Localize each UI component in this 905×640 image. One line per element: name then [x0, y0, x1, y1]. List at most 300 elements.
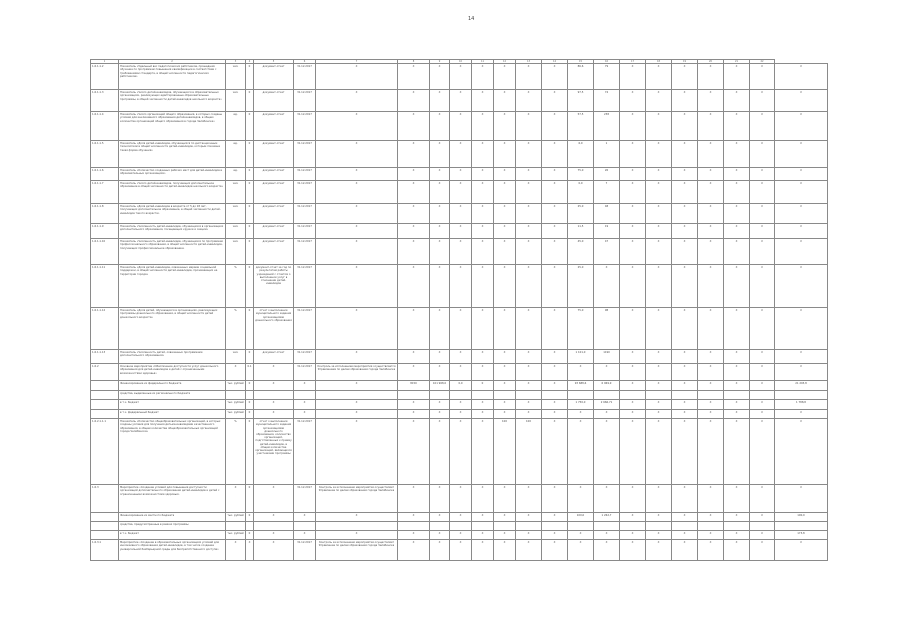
column-number: 12	[494, 60, 516, 64]
row-unit: ед.	[226, 168, 246, 181]
row-cell: 97,5	[568, 90, 594, 112]
row-cell: X	[620, 181, 646, 204]
row-cell: X	[775, 90, 828, 112]
row-cell: X	[398, 350, 430, 364]
row-cell: X	[724, 400, 750, 410]
row-cell: X	[316, 410, 398, 419]
row-cell: 100	[494, 419, 516, 485]
row-description: Показатель «Доля детей, обучающихся в организациях, реализующих программы дошкольного образования, в общей численности детей дошкольного возраста»	[119, 308, 226, 350]
row-cell: X	[398, 410, 430, 419]
row-unit: чел.	[226, 181, 246, 204]
row-cell: X	[568, 485, 594, 513]
row-cell	[775, 391, 828, 400]
row-description: Мероприятие «Создание в образовательных организациях условий для инклюзивного образования детей-инвалидов, в том числе создание универсальной безбарьерной среды для беспрепятственного доступа»	[119, 540, 226, 561]
row-basis	[254, 522, 294, 531]
row-cell: X	[316, 400, 398, 410]
row-cell	[542, 391, 568, 400]
row-cell	[775, 522, 828, 531]
row-cell: X	[542, 410, 568, 419]
row-cell: X	[750, 485, 775, 513]
row-cell: X	[398, 204, 430, 224]
row-cell: X	[516, 350, 542, 364]
row-cell: X	[398, 265, 430, 308]
row-cell: X	[542, 381, 568, 391]
row-cell: 0,0	[450, 381, 472, 391]
row-cell: X	[646, 308, 672, 350]
table-row	[91, 224, 828, 239]
row-code	[91, 513, 119, 522]
row-cell: X	[775, 308, 828, 350]
row-date: 31.12.2017	[294, 364, 316, 381]
row-cell	[724, 522, 750, 531]
row-cell: X	[594, 265, 620, 308]
table-row	[91, 522, 828, 531]
row-cell: X	[542, 168, 568, 181]
row-code: 1.6.1.1.9	[91, 224, 119, 239]
row-cell: X	[430, 531, 450, 540]
column-number: 10	[450, 60, 472, 64]
row-code: 1.6.1.1.12	[91, 308, 119, 350]
row-cell: X	[542, 364, 568, 381]
row-cell: X	[568, 364, 594, 381]
row-cell: X	[316, 419, 398, 485]
row-cell: X	[646, 350, 672, 364]
row-cell: X	[646, 224, 672, 239]
row-cell: X	[698, 224, 724, 239]
row-basis: отчет о выполнении муниципального задания организациями дошкольного образования	[254, 308, 294, 350]
row-cell: 1	[594, 141, 620, 168]
row-value-col4: 0	[246, 531, 254, 540]
row-cell: X	[775, 419, 828, 485]
row-basis: X	[254, 513, 294, 522]
table-row	[91, 485, 828, 513]
row-cell: X	[450, 141, 472, 168]
row-cell: X	[516, 141, 542, 168]
row-basis: документ-отчет	[254, 90, 294, 112]
row-date: 31.12.2017	[294, 419, 316, 485]
row-value-col4: 0	[246, 90, 254, 112]
row-unit: X	[226, 364, 246, 381]
row-cell: 48	[594, 204, 620, 224]
row-cell: X	[542, 485, 568, 513]
row-cell: X	[472, 265, 494, 308]
row-cell: X	[750, 419, 775, 485]
row-cell: X	[724, 513, 750, 522]
row-cell	[698, 522, 724, 531]
row-cell: X	[646, 419, 672, 485]
row-unit: ед.	[226, 141, 246, 168]
row-description: Показатель «Доля детей-инвалидов, обучающихся по дистанционным технологиям в общей численности детей-инвалидов, которым показана такая форма обучения»	[119, 141, 226, 168]
row-cell	[750, 522, 775, 531]
row-cell: 47	[594, 239, 620, 265]
row-cell: X	[620, 224, 646, 239]
row-code: 1.6.1.1.8	[91, 204, 119, 224]
row-cell	[472, 522, 494, 531]
row-description: Показатель «Численность детей-инвалидов, обучающихся по программам профессионального образования, в общей численности детей-инвалидов, получающих профессиональное образование»	[119, 239, 226, 265]
row-cell: X	[542, 308, 568, 350]
row-cell: X	[430, 265, 450, 308]
row-cell: X	[430, 485, 450, 513]
row-basis: X	[254, 485, 294, 513]
table-row	[91, 112, 828, 141]
row-cell	[750, 391, 775, 400]
row-cell: X	[472, 204, 494, 224]
row-code: 1.6.3.1	[91, 540, 119, 561]
row-cell: X	[430, 540, 450, 561]
row-cell: X	[620, 513, 646, 522]
row-cell: X	[472, 350, 494, 364]
column-number: 13	[516, 60, 542, 64]
row-date: 31.12.2017	[294, 239, 316, 265]
row-cell: X	[542, 540, 568, 561]
row-cell: X	[542, 419, 568, 485]
row-cell: X	[516, 410, 542, 419]
row-cell: X	[750, 168, 775, 181]
column-number: 16	[594, 60, 620, 64]
row-cell: 1190	[594, 350, 620, 364]
row-cell: 1 262,7	[594, 513, 620, 522]
row-cell: X	[316, 308, 398, 350]
row-cell: Контроль за исполнением мероприятия осуществляется Управлением по делам образования города Челябинска	[316, 364, 398, 381]
row-cell: 79	[594, 64, 620, 90]
row-cell	[494, 391, 516, 400]
row-cell: X	[672, 224, 698, 239]
row-cell: X	[316, 531, 398, 540]
row-cell: X	[750, 540, 775, 561]
row-code: 1.6.1.1.7	[91, 181, 119, 204]
row-cell	[430, 522, 450, 531]
row-basis: документ-отчет	[254, 350, 294, 364]
row-cell	[724, 391, 750, 400]
row-cell: X	[724, 350, 750, 364]
row-unit: чел.	[226, 350, 246, 364]
row-cell: X	[750, 400, 775, 410]
row-cell: X	[672, 400, 698, 410]
column-number: 5	[254, 60, 294, 64]
row-cell: X	[494, 239, 516, 265]
row-cell: X	[750, 350, 775, 364]
row-cell: X	[516, 531, 542, 540]
column-number: 1	[91, 60, 119, 64]
column-number: 22	[750, 60, 775, 64]
row-cell: X	[450, 350, 472, 364]
row-code: 1.6.2.1.1.1	[91, 419, 119, 485]
row-cell: X	[516, 224, 542, 239]
row-cell: X	[698, 64, 724, 90]
row-cell: X	[542, 239, 568, 265]
row-cell: 98	[594, 308, 620, 350]
row-unit: тыс. рублей	[226, 381, 246, 391]
row-cell: X	[646, 540, 672, 561]
row-cell: X	[542, 112, 568, 141]
row-cell	[698, 391, 724, 400]
row-unit	[226, 522, 246, 531]
column-number: 19	[672, 60, 698, 64]
row-description: средства, предусмотренные в рамках программы	[119, 522, 226, 531]
row-cell: X	[620, 265, 646, 308]
row-unit: тыс. рублей	[226, 400, 246, 410]
row-cell: 45,0	[568, 239, 594, 265]
row-cell: X	[646, 239, 672, 265]
column-number: 14	[542, 60, 568, 64]
table-row	[91, 513, 828, 522]
row-cell: X	[516, 364, 542, 381]
row-code: 1.6.1.1.11	[91, 265, 119, 308]
row-cell: X	[698, 531, 724, 540]
row-date: 31.12.2017	[294, 308, 316, 350]
row-cell: X	[316, 224, 398, 239]
row-cell	[568, 522, 594, 531]
row-cell: X	[472, 531, 494, 540]
row-cell: X	[750, 308, 775, 350]
row-cell: X	[398, 64, 430, 90]
row-cell	[316, 391, 398, 400]
row-cell: X	[698, 400, 724, 410]
row-description: Показатель «Доля детей-инвалидов в возрасте от 5 до 18 лет, получающих дополнительное образование, в общей численности детей-инвалидов такого возраста»	[119, 204, 226, 224]
row-cell: X	[398, 400, 430, 410]
row-cell: X	[672, 308, 698, 350]
row-unit: %	[226, 265, 246, 308]
row-cell: X	[450, 308, 472, 350]
table-row	[91, 141, 828, 168]
row-date: 31.12.2017	[294, 540, 316, 561]
row-cell: X	[646, 204, 672, 224]
row-cell: 100,0	[568, 513, 594, 522]
row-value-col4: 0	[246, 168, 254, 181]
row-cell	[620, 391, 646, 400]
row-cell: X	[472, 419, 494, 485]
row-cell: 101 968,0	[430, 381, 450, 391]
row-cell: X	[698, 513, 724, 522]
row-cell: X	[316, 168, 398, 181]
row-cell: 25,0	[568, 204, 594, 224]
row-cell: X	[542, 204, 568, 224]
row-unit: тыс. рублей	[226, 513, 246, 522]
row-unit: тыс. рублей	[226, 410, 246, 419]
row-cell: X	[594, 485, 620, 513]
row-cell: X	[594, 531, 620, 540]
row-cell: 25,0	[568, 265, 594, 308]
row-value-col4: 0	[246, 381, 254, 391]
row-cell: X	[472, 181, 494, 204]
row-cell: X	[620, 364, 646, 381]
row-cell: X	[450, 364, 472, 381]
table-row	[91, 168, 828, 181]
row-cell: X	[450, 265, 472, 308]
row-cell: X	[672, 364, 698, 381]
row-cell: X	[494, 540, 516, 561]
row-cell: X	[698, 239, 724, 265]
row-cell: X	[672, 350, 698, 364]
row-cell: X	[698, 350, 724, 364]
row-cell: X	[724, 485, 750, 513]
row-cell: X	[430, 141, 450, 168]
row-cell: X	[672, 540, 698, 561]
row-cell: X	[430, 64, 450, 90]
row-cell: Контроль за исполнением мероприятия осуществляет Управление по делам образования города Челябинска	[316, 540, 398, 561]
table-row	[91, 181, 828, 204]
row-code	[91, 522, 119, 531]
row-cell: X	[724, 308, 750, 350]
row-description: в т.ч. бюджет	[119, 531, 226, 540]
row-basis: документ-отчет	[254, 181, 294, 204]
column-number: 2	[119, 60, 226, 64]
row-code: 1.6.1.1.13	[91, 350, 119, 364]
row-cell: X	[698, 410, 724, 419]
row-cell: X	[450, 513, 472, 522]
row-cell: X	[724, 531, 750, 540]
row-cell: X	[430, 239, 450, 265]
row-cell: X	[430, 364, 450, 381]
column-number: 6	[294, 60, 316, 64]
row-cell: X	[516, 168, 542, 181]
row-cell: X	[775, 112, 828, 141]
row-cell	[542, 522, 568, 531]
row-basis	[254, 391, 294, 400]
row-value-col4: 0	[246, 485, 254, 513]
column-number: 4	[246, 60, 254, 64]
row-cell	[594, 391, 620, 400]
row-basis: X	[254, 364, 294, 381]
row-cell: X	[750, 410, 775, 419]
row-cell: X	[724, 410, 750, 419]
row-cell: X	[594, 540, 620, 561]
row-cell: X	[646, 181, 672, 204]
row-cell: 74	[594, 90, 620, 112]
row-cell: X	[698, 90, 724, 112]
row-cell	[568, 391, 594, 400]
row-cell: X	[450, 224, 472, 239]
row-cell: X	[398, 224, 430, 239]
row-cell: X	[672, 410, 698, 419]
row-cell: X	[398, 112, 430, 141]
row-description: в т.ч. федеральный бюджет	[119, 410, 226, 419]
row-cell: X	[450, 239, 472, 265]
row-cell: X	[775, 350, 828, 364]
row-unit: X	[226, 485, 246, 513]
row-cell: X	[672, 419, 698, 485]
row-cell: X	[316, 350, 398, 364]
row-cell: 11,5	[568, 224, 594, 239]
row-unit: %	[226, 419, 246, 485]
row-unit: X	[226, 540, 246, 561]
row-cell	[646, 391, 672, 400]
column-number: 7	[316, 60, 398, 64]
row-date	[294, 391, 316, 400]
row-date: X	[294, 531, 316, 540]
row-cell: X	[620, 204, 646, 224]
row-cell: X	[430, 410, 450, 419]
row-cell: X	[472, 168, 494, 181]
row-cell: X	[672, 64, 698, 90]
row-cell: X	[672, 513, 698, 522]
row-cell: X	[620, 540, 646, 561]
row-cell: X	[516, 265, 542, 308]
row-cell: X	[472, 485, 494, 513]
row-code: 1.6.3	[91, 485, 119, 513]
row-cell: X	[646, 90, 672, 112]
row-cell: X	[542, 531, 568, 540]
row-value-col4: 0	[246, 204, 254, 224]
row-cell: X	[516, 90, 542, 112]
row-cell: X	[472, 513, 494, 522]
column-number: 8	[398, 60, 430, 64]
row-cell: X	[450, 485, 472, 513]
row-basis: X	[254, 381, 294, 391]
row-cell: X	[398, 181, 430, 204]
row-date: 31.12.2017	[294, 485, 316, 513]
row-cell: X	[672, 531, 698, 540]
row-code: 1.6.1.1.3	[91, 90, 119, 112]
row-cell: X	[646, 64, 672, 90]
row-cell: X	[750, 90, 775, 112]
row-cell: X	[698, 308, 724, 350]
row-cell: X	[430, 90, 450, 112]
row-cell: X	[620, 381, 646, 391]
row-cell: X	[494, 181, 516, 204]
row-description: в т.ч. бюджет	[119, 400, 226, 410]
row-cell: X	[750, 224, 775, 239]
row-cell: 7	[594, 181, 620, 204]
row-cell: X	[568, 419, 594, 485]
row-cell: X	[516, 400, 542, 410]
row-description: Финансирование из федерального бюджета	[119, 381, 226, 391]
row-cell: X	[750, 181, 775, 204]
row-cell: X	[316, 90, 398, 112]
row-cell: X	[494, 265, 516, 308]
row-cell	[516, 391, 542, 400]
row-basis: X	[254, 531, 294, 540]
row-cell: 100	[516, 419, 542, 485]
row-cell: X	[450, 419, 472, 485]
row-cell	[516, 522, 542, 531]
row-cell: X	[398, 308, 430, 350]
row-description: Показатель «Число организаций общего образования, в которых созданы условия для инклюзивного образования детей-инвалидов, в общем количестве организаций общего образования в городе Челябинске»	[119, 112, 226, 141]
row-cell: X	[450, 90, 472, 112]
row-cell: X	[568, 410, 594, 419]
row-cell: X	[398, 239, 430, 265]
row-basis: документ-отчет за год по результатам работы учреждений с отчетом о выполнении услуг в отношении детей-инвалидов	[254, 265, 294, 308]
table-row	[91, 308, 828, 350]
row-value-col4: 0	[246, 141, 254, 168]
row-date: 31.12.2017	[294, 90, 316, 112]
column-number: 17	[620, 60, 646, 64]
row-basis: документ-отчет	[254, 64, 294, 90]
row-cell: 2 666,71	[594, 400, 620, 410]
row-date: 31.12.2017	[294, 204, 316, 224]
row-cell: 1 788,8	[775, 400, 828, 410]
row-cell: X	[450, 400, 472, 410]
row-description: Основное мероприятие «Обеспечение доступности услуг дошкольного образования для детей-инвалидов и детей с ограниченными возможностями здоровья»	[119, 364, 226, 381]
row-cell: X	[620, 308, 646, 350]
row-cell: X	[672, 141, 698, 168]
row-cell: 8150	[398, 381, 430, 391]
row-cell: 0	[472, 381, 494, 391]
row-cell: X	[430, 308, 450, 350]
row-cell: X	[494, 308, 516, 350]
row-cell: X	[620, 112, 646, 141]
row-description: Показатель «Доля детей-инвалидов, охваченных мерами социальной поддержки, в общей численности детей-инвалидов, проживающих на территории города»	[119, 265, 226, 308]
row-cell: X	[450, 531, 472, 540]
row-description: средства, выделенные из регионального бюджета	[119, 391, 226, 400]
row-description: Финансирование из местного бюджета	[119, 513, 226, 522]
column-number: 11	[472, 60, 494, 64]
row-cell: X	[672, 485, 698, 513]
row-cell: X	[472, 112, 494, 141]
row-cell: X	[672, 239, 698, 265]
row-cell: X	[516, 204, 542, 224]
row-cell: X	[450, 540, 472, 561]
